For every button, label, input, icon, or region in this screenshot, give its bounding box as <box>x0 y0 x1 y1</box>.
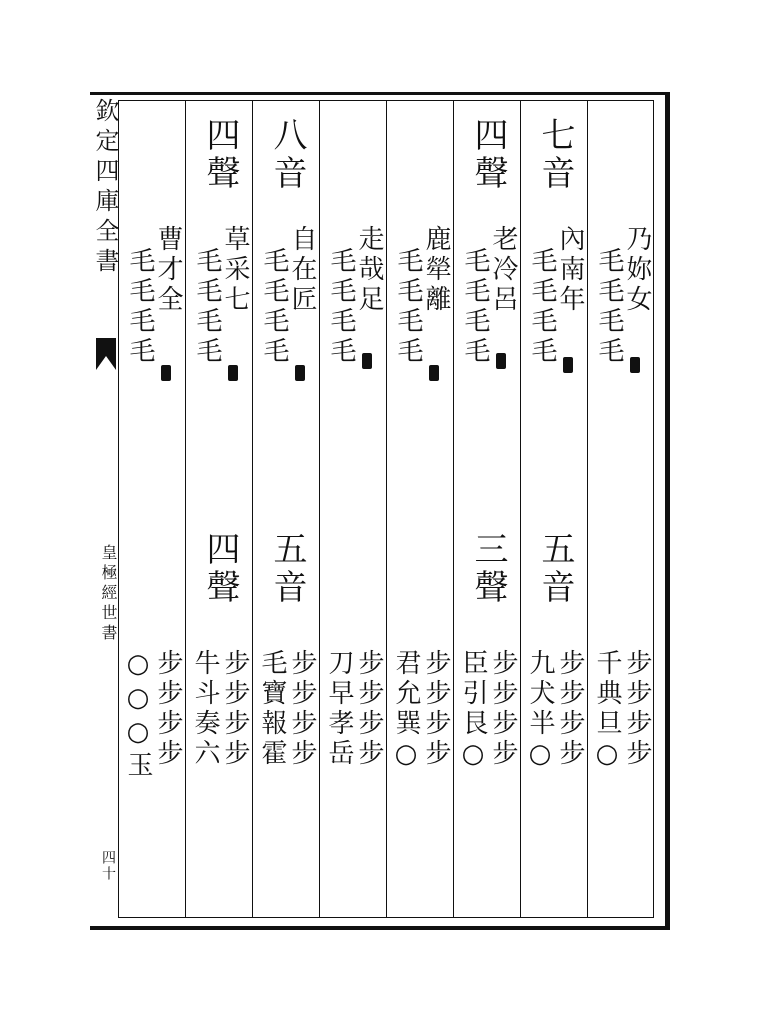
column-4-top-a: 鹿犖離 <box>421 225 451 315</box>
column-4-bottom-a: 步步步步 <box>421 649 451 769</box>
column-2-top-b: 毛毛毛毛 <box>527 247 557 367</box>
separator-mark <box>295 365 305 385</box>
column-1 <box>588 101 654 917</box>
column-8 <box>119 101 185 917</box>
column-5-top-a: 走哉足 <box>354 225 384 315</box>
column-1-bottom-b: 千典旦○ <box>592 649 622 773</box>
column-4-top-b: 毛毛毛毛 <box>393 247 423 367</box>
text-area <box>118 100 654 918</box>
separator-mark <box>161 365 171 385</box>
column-7-top-b: 毛毛毛毛 <box>192 247 222 367</box>
column-1-top-b: 毛毛毛毛 <box>594 247 624 367</box>
column-7-bottom-b: 牛斗奏六 <box>190 649 220 769</box>
fish-tail-mark <box>94 336 118 372</box>
column-3 <box>454 101 520 917</box>
column-5 <box>320 101 386 917</box>
column-2-bottom-b: 九犬半○ <box>525 649 555 773</box>
page-number: 四十 <box>100 850 116 882</box>
column-2 <box>521 101 587 917</box>
column-7 <box>186 101 252 917</box>
column-7-bottom-a: 步步步步 <box>220 649 250 769</box>
column-4-bottom-b: 君允巽○ <box>391 649 421 773</box>
separator-mark <box>362 353 372 373</box>
column-7-heading-bottom: 四聲 <box>200 531 240 607</box>
book-page <box>90 92 670 930</box>
column-5-bottom-a: 步步步步 <box>354 649 384 769</box>
column-6-top-b: 毛毛毛毛 <box>259 247 289 367</box>
column-6 <box>253 101 319 917</box>
column-3-top-a: 老冷呂 <box>488 225 518 315</box>
column-3-bottom-a: 步步步步 <box>488 649 518 769</box>
column-6-heading-top: 八音 <box>267 117 307 193</box>
column-2-heading-bottom: 五音 <box>535 531 575 607</box>
column-7-top-a: 草采七 <box>220 225 250 315</box>
column-8-top-b: 毛毛毛毛 <box>125 247 155 367</box>
column-3-heading-bottom: 三聲 <box>468 531 508 607</box>
column-1-top-a: 乃妳女 <box>622 225 652 315</box>
column-5-top-b: 毛毛毛毛 <box>326 247 356 367</box>
separator-mark <box>228 365 238 385</box>
book-title: 欽定四庫全書 <box>91 98 119 278</box>
column-8-bottom-a: 步步步步 <box>153 649 183 769</box>
column-8-top-a: 曹才全 <box>153 225 183 315</box>
separator-mark <box>496 353 506 373</box>
column-6-bottom-a: 步步步步 <box>287 649 317 769</box>
separator-mark <box>563 357 573 377</box>
column-5-bottom-b: 刀早孝岳 <box>324 649 354 769</box>
column-2-top-a: 內南年 <box>555 225 585 315</box>
column-8-bottom-b: ○○○玉 <box>123 649 153 781</box>
separator-mark <box>630 357 640 377</box>
column-2-heading-top: 七音 <box>535 117 575 193</box>
column-3-top-b: 毛毛毛毛 <box>460 247 490 367</box>
column-6-top-a: 自在匠 <box>287 225 317 315</box>
column-6-heading-bottom: 五音 <box>267 531 307 607</box>
column-4 <box>387 101 453 917</box>
separator-mark <box>429 365 439 385</box>
column-3-heading-top: 四聲 <box>468 117 508 193</box>
column-6-bottom-b: 毛寶報霍 <box>257 649 287 769</box>
column-2-bottom-a: 步步步步 <box>555 649 585 769</box>
column-7-heading-top: 四聲 <box>200 117 240 193</box>
column-1-bottom-a: 步步步步 <box>622 649 652 769</box>
sub-title: 皇極經世書 <box>99 544 118 644</box>
column-3-bottom-b: 臣引艮○ <box>458 649 488 773</box>
